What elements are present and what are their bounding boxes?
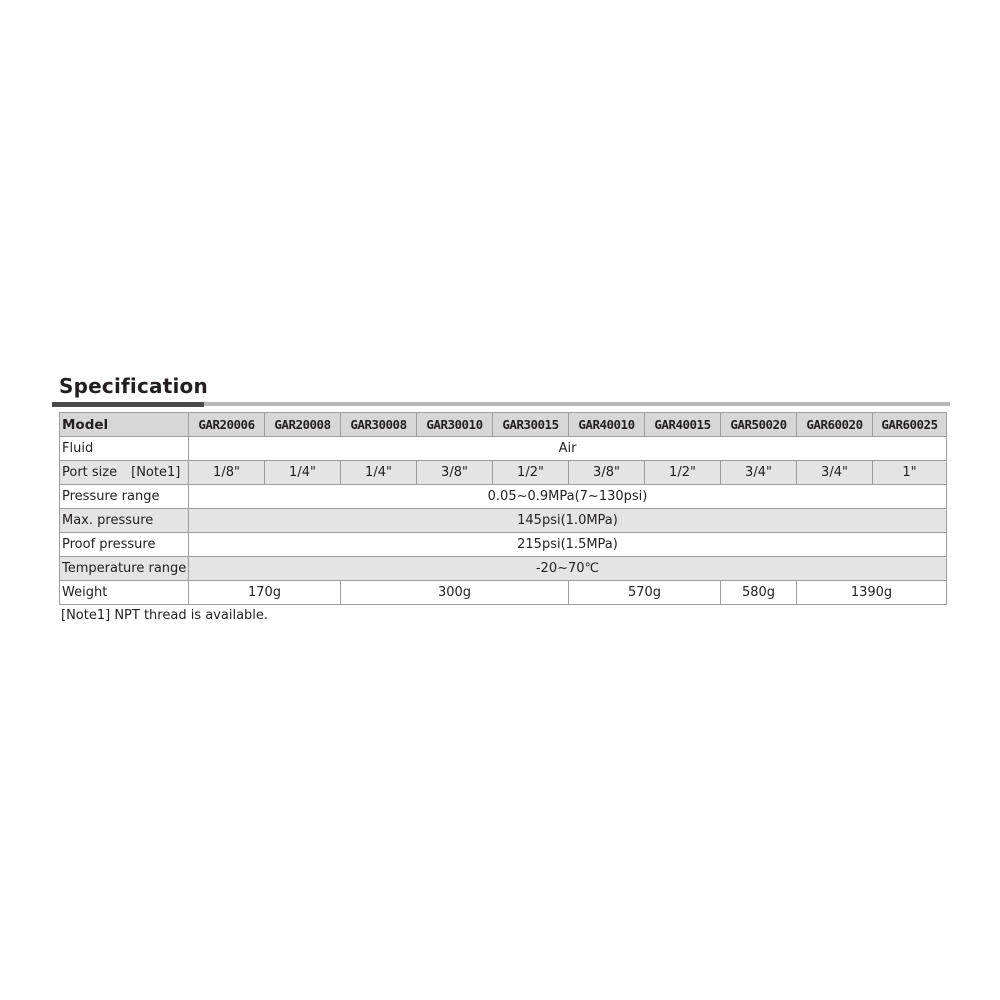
port-size-cell: 1/2" bbox=[645, 461, 721, 485]
port-size-cell: 3/8" bbox=[569, 461, 645, 485]
model-cell: GAR50020 bbox=[721, 413, 797, 437]
port-size-cell: 1/4" bbox=[341, 461, 417, 485]
row-label-port-size bbox=[60, 461, 189, 485]
model-cell: GAR30010 bbox=[417, 413, 493, 437]
weight-cell: 170g bbox=[189, 581, 341, 605]
row-label-proof-pressure: Proof pressure bbox=[60, 533, 189, 557]
model-cell: GAR60020 bbox=[797, 413, 873, 437]
row-label-weight: Weight bbox=[60, 581, 189, 605]
model-cell: GAR30015 bbox=[493, 413, 569, 437]
row-label-max-pressure: Max. pressure bbox=[60, 509, 189, 533]
model-cell: GAR30008 bbox=[341, 413, 417, 437]
model-cell: GAR20006 bbox=[189, 413, 265, 437]
weight-cell: 570g bbox=[569, 581, 721, 605]
weight-cell: 1390g bbox=[797, 581, 947, 605]
table-row-port-size bbox=[60, 461, 947, 485]
model-cell: GAR20008 bbox=[265, 413, 341, 437]
model-cell: GAR40010 bbox=[569, 413, 645, 437]
temperature-range-value: -20~70℃ bbox=[189, 557, 947, 581]
port-size-cell: 3/8" bbox=[417, 461, 493, 485]
weight-cell: 580g bbox=[721, 581, 797, 605]
table-row-max-pressure bbox=[60, 509, 947, 533]
port-size-cell: 1/4" bbox=[265, 461, 341, 485]
port-size-cell: 3/4" bbox=[797, 461, 873, 485]
fluid-value: Air bbox=[189, 437, 947, 461]
row-label-fluid: Fluid bbox=[60, 437, 189, 461]
specification-table bbox=[59, 412, 947, 605]
row-label-model: Model bbox=[60, 413, 189, 437]
port-size-cell: 1/2" bbox=[493, 461, 569, 485]
model-cell: GAR40015 bbox=[645, 413, 721, 437]
weight-cell: 300g bbox=[341, 581, 569, 605]
table-row-weight bbox=[60, 581, 947, 605]
model-cell: GAR60025 bbox=[873, 413, 947, 437]
port-size-cell: 3/4" bbox=[721, 461, 797, 485]
table-row-temperature-range bbox=[60, 557, 947, 581]
title-underline-dark bbox=[52, 402, 204, 407]
port-size-note: [Note1] bbox=[131, 465, 181, 480]
port-size-label: Port size bbox=[62, 465, 118, 480]
page-title: Specification bbox=[59, 374, 208, 398]
proof-pressure-value: 215psi(1.5MPa) bbox=[189, 533, 947, 557]
table-row-pressure-range bbox=[60, 485, 947, 509]
port-size-cell: 1/8" bbox=[189, 461, 265, 485]
row-label-pressure-range: Pressure range bbox=[60, 485, 189, 509]
port-size-cell: 1" bbox=[873, 461, 947, 485]
table-row-proof-pressure bbox=[60, 533, 947, 557]
title-underline-light bbox=[204, 402, 950, 406]
footnote: [Note1] NPT thread is available. bbox=[61, 608, 269, 623]
table-row-fluid bbox=[60, 437, 947, 461]
table-row-model bbox=[60, 413, 947, 437]
max-pressure-value: 145psi(1.0MPa) bbox=[189, 509, 947, 533]
pressure-range-value: 0.05~0.9MPa(7~130psi) bbox=[189, 485, 947, 509]
row-label-temperature-range: Temperature range bbox=[60, 557, 189, 581]
